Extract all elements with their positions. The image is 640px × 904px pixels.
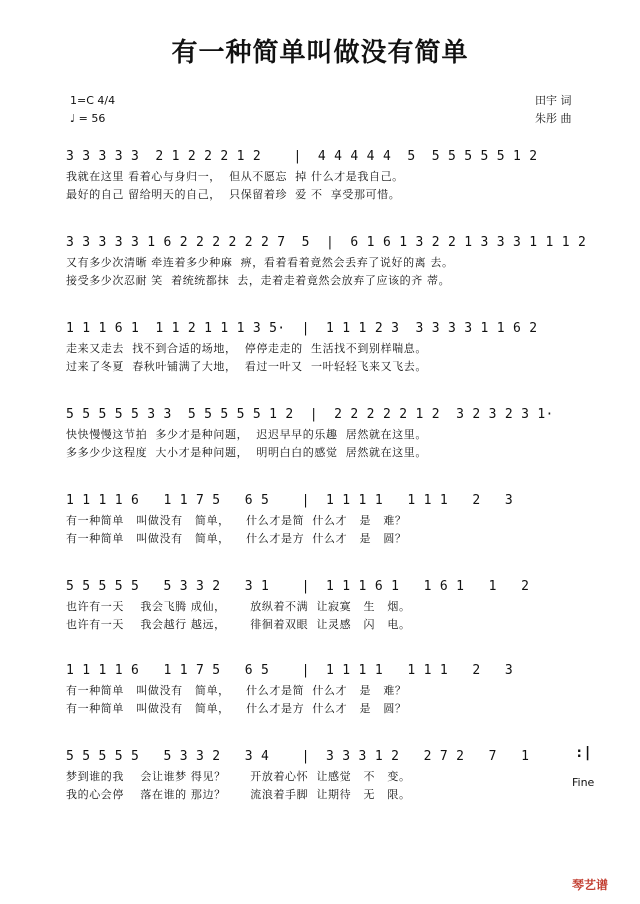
notation-line: 3 3 3 3 3 1 6 2 2 2 2 2 2 7 5 | 6 1 6 1 3 2 2 1 3 3 3 1 1 1 2 xyxy=(66,235,587,250)
key-signature: 1=C 4/4 xyxy=(70,94,116,107)
composer: 朱彤 曲 xyxy=(535,112,572,125)
lyric-verse-1: 有一种简单 叫做没有 简单， 什么才是简 什么才 是 难？ xyxy=(66,514,407,527)
notation-line: 1 1 1 1 6 1 1 7 5 6 5 | 1 1 1 1 1 1 1 2 3 xyxy=(66,493,513,508)
notation-line: 1 1 1 1 6 1 1 7 5 6 5 | 1 1 1 1 1 1 1 2 3 xyxy=(66,663,513,678)
score-system xyxy=(66,232,587,290)
lyric-verse-1: 我就在这里 看着心与身归一， 但从不愿忘 掉 什么才是我自己。 xyxy=(66,170,404,183)
fine-marking: Fine xyxy=(572,776,595,789)
lyric-verse-1: 有一种简单 叫做没有 简单， 什么才是简 什么才 是 难？ xyxy=(66,684,407,697)
lyric-verse-1: 梦到谁的我 会让谁梦 得见？ 开放着心怀 让感觉 不 变。 xyxy=(66,770,411,783)
lyric-verse-2: 接受多少次忍耐 笑 着统统都抹 去，走着走着竟然会放弃了应该的齐 蒂。 xyxy=(66,274,451,287)
lyric-verse-2: 多多少少这程度 大小才是种问题， 明明白白的感觉 居然就在这里。 xyxy=(66,446,427,459)
score-system xyxy=(66,490,582,548)
song-title: 有一种简单叫做没有简单 xyxy=(171,38,469,68)
score-system xyxy=(66,746,582,804)
site-logo: 琴艺谱 xyxy=(572,878,609,892)
lyricist: 田宇 词 xyxy=(535,94,572,107)
tempo-marking: ♩ = 56 xyxy=(70,112,106,125)
key-tempo xyxy=(70,92,115,128)
score-system xyxy=(66,146,582,204)
lyric-verse-2: 有一种简单 叫做没有 简单， 什么才是方 什么才 是 圆？ xyxy=(66,702,407,715)
lyric-verse-2: 最好的自己 留给明天的自己， 只保留着珍 爱 不 享受那可惜。 xyxy=(66,188,401,201)
lyric-verse-2: 过来了冬夏 春秋叶铺满了大地， 看过一叶又 一叶轻轻飞来又飞去。 xyxy=(66,360,427,373)
lyric-verse-1: 快快慢慢这节拍 多少才是种问题， 迟迟早早的乐趣 居然就在这里。 xyxy=(66,428,427,441)
repeat-sign: :| xyxy=(575,745,592,761)
notation-line: 5 5 5 5 5 5 3 3 2 3 4 | 3 3 3 1 2 2 7 2 7 1 xyxy=(66,749,530,764)
score-system xyxy=(66,318,582,376)
score-system xyxy=(66,660,582,718)
lyric-verse-1: 走来又走去 找不到合适的场地， 停停走走的 生活找不到别样喘息。 xyxy=(66,342,427,355)
score-system xyxy=(66,404,582,462)
notation-line: 3 3 3 3 3 2 1 2 2 2 1 2 | 4 4 4 4 4 5 5 5 5 5 5 1 2 xyxy=(66,149,538,164)
lyric-verse-2: 也许有一天 我会越行 越远， 徘徊着双眼 让灵感 闪 电。 xyxy=(66,618,411,631)
score-system xyxy=(66,576,582,634)
notation-line: 1 1 1 6 1 1 1 2 1 1 1 3 5· | 1 1 1 2 3 3 3 3 3 1 1 6 2 xyxy=(66,321,538,336)
lyric-verse-1: 也许有一天 我会飞腾 成仙， 放纵着不满 让寂寞 生 烟。 xyxy=(66,600,411,613)
lyric-verse-2: 有一种简单 叫做没有 简单， 什么才是方 什么才 是 圆？ xyxy=(66,532,407,545)
notation-line: 5 5 5 5 5 5 3 3 2 3 1 | 1 1 1 6 1 1 6 1 1 2 xyxy=(66,579,530,594)
lyric-verse-2: 我的心会停 落在谁的 那边？ 流浪着手脚 让期待 无 限。 xyxy=(66,788,411,801)
credits xyxy=(535,92,572,128)
lyric-verse-1: 又有多少次清晰 牵连着多少种麻 痹，看着看着竟然会丢弃了说好的离 去。 xyxy=(66,256,454,269)
notation-line: 5 5 5 5 5 3 3 5 5 5 5 5 1 2 | 2 2 2 2 2 1 2 3 2 3 2 3 1· xyxy=(66,407,554,422)
